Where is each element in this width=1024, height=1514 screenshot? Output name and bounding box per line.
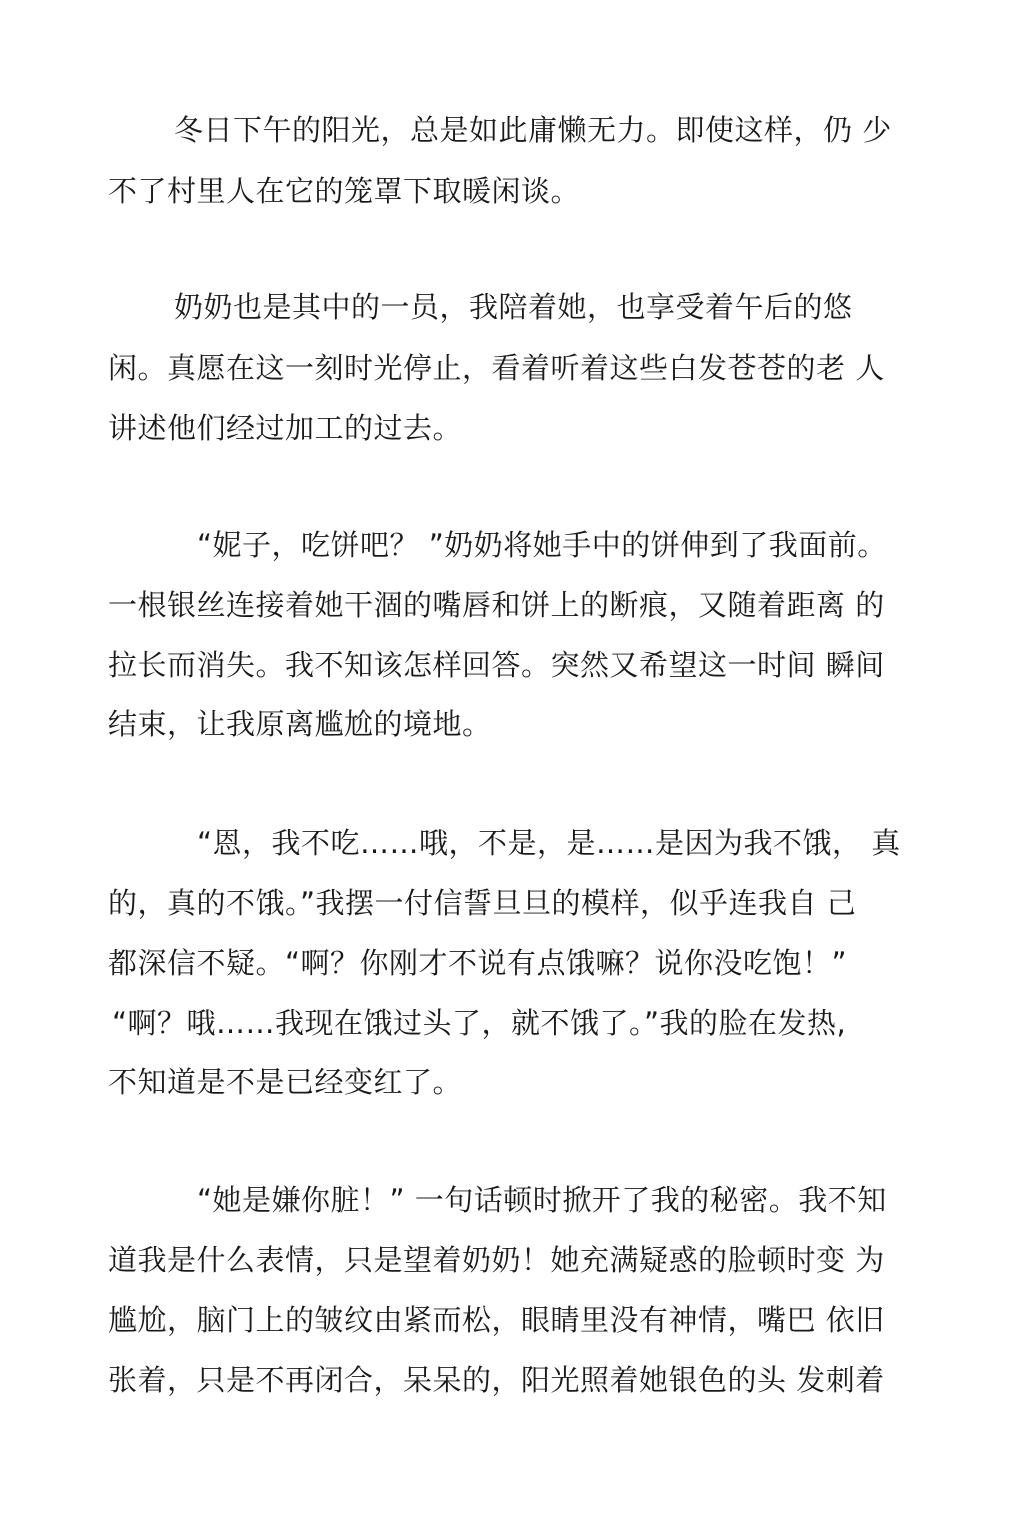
text-line: 讲述他们经过加工的过去。 [108, 411, 463, 445]
text-line: 不了村里人在它的笼罩下取暖闲谈。 [108, 174, 581, 208]
text-line: “恩，我不吃……哦，不是，是……是因为我不饿， 真 [197, 826, 901, 860]
text-line: 奶奶也是其中的一员，我陪着她，也享受着午后的悠 [174, 290, 853, 324]
text-line: 道我是什么表情，只是望着奶奶！她充满疑惑的脸顿时变 为 [108, 1243, 885, 1277]
text-line: 结束，让我原离尴尬的境地。 [108, 707, 492, 741]
text-line: 不知道是不是已经变红了。 [108, 1065, 463, 1099]
text-line: 冬日下午的阳光，总是如此庸懒无力。即使这样，仍 少 [174, 113, 892, 147]
text-line: 尴尬，脑门上的皱纹由紧而松，眼睛里没有神情，嘴巴 依旧 [108, 1303, 885, 1337]
text-line: 拉长而消失。我不知该怎样回答。突然又希望这一时间 瞬间 [108, 648, 885, 682]
text-line: 一根银丝连接着她干涸的嘴唇和饼上的断痕，又随着距离 的 [108, 588, 885, 622]
text-line: 都深信不疑。“啊？你刚才不说有点饿嘛？说你没吃饱！” [108, 946, 848, 980]
text-line: 的，真的不饿。”我摆一付信誓旦旦的模样，似乎连我自 己 [108, 886, 857, 920]
text-line: “她是嫌你脏！” 一句话顿时掀开了我的秘密。我不知 [197, 1183, 887, 1217]
text-line: 张着，只是不再闭合，呆呆的，阳光照着她银色的头 发刺着 [108, 1363, 885, 1397]
text-line: “妮子，吃饼吧？ ”奶奶将她手中的饼伸到了我面前。 [197, 528, 887, 562]
text-line: “啊？哦……我现在饿过头了，就不饿了。”我的脸在发热, [112, 1006, 847, 1040]
text-line: 闲。真愿在这一刻时光停止，看着听着这些白发苍苍的老 人 [108, 351, 885, 385]
